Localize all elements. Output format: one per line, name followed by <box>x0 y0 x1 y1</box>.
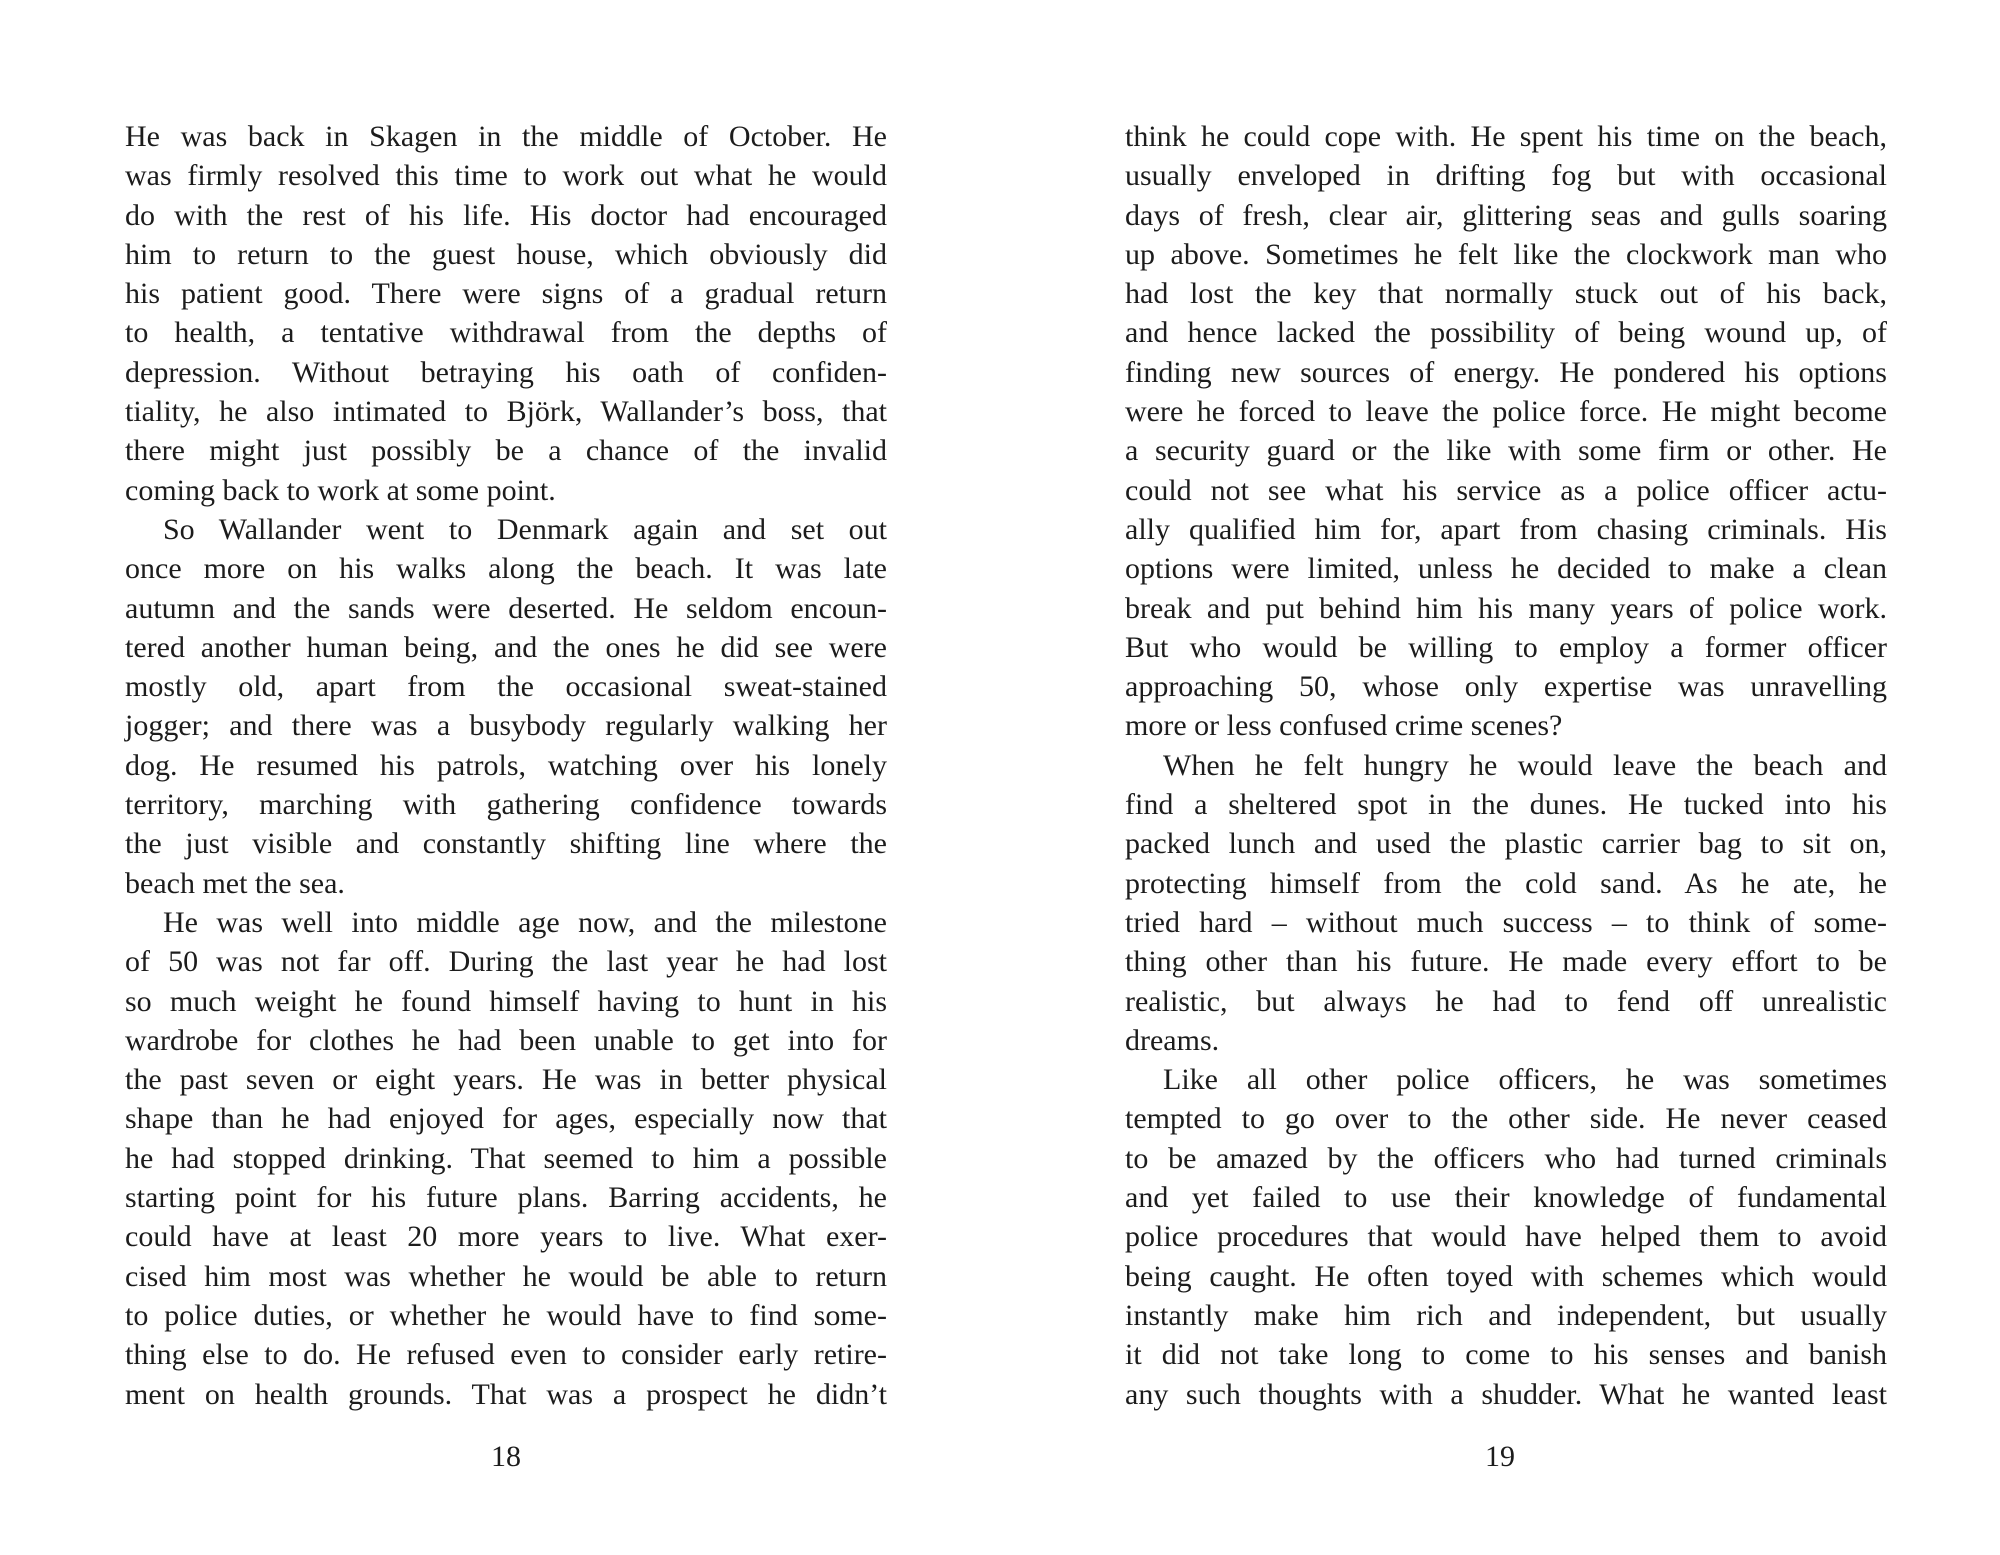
text-line: usually enveloped in drifting fog but with occasional <box>1125 159 1887 193</box>
text-line: Like all other police officers, he was sometimes <box>1163 1063 1887 1097</box>
text-line: autumn and the sands were deserted. He seldom encoun- <box>125 591 887 625</box>
text-line: He was back in Skagen in the middle of October. He <box>125 120 887 153</box>
text-line: starting point for his future plans. Barring accidents, he <box>125 1181 887 1215</box>
text-line: dog. He resumed his patrols, watching over his lonely <box>125 748 887 782</box>
text-line: instantly make him rich and independent, but usually <box>1125 1298 1887 1332</box>
text-line: shape than he had enjoyed for ages, especially now that <box>125 1102 887 1136</box>
text-line: When he felt hungry he would leave the beach and <box>1163 748 1887 782</box>
text-line: protecting himself from the cold sand. As he ate, he <box>1125 866 1887 900</box>
text-line: so much weight he found himself having to hunt in his <box>125 984 887 1018</box>
text-line: He was well into middle age now, and the milestone <box>163 905 887 939</box>
text-line: the past seven or eight years. He was in better physical <box>125 1063 887 1097</box>
text-line: dreams. <box>1125 1023 1220 1057</box>
text-line: to health, a tentative withdrawal from the depths of <box>125 316 887 350</box>
text-line: police procedures that would have helped them to avoid <box>1125 1220 1887 1254</box>
text-line: break and put behind him his many years of police work. <box>1125 591 1887 625</box>
text-line: depression. Without betraying his oath of confiden- <box>125 355 887 389</box>
text-line: he had stopped drinking. That seemed to him a possible <box>125 1141 887 1175</box>
text-line: could not see what his service as a police officer actu- <box>1125 473 1887 507</box>
text-line: once more on his walks along the beach. It was late <box>125 552 887 586</box>
text-line: mostly old, apart from the occasional sweat-stained <box>125 670 887 704</box>
text-line: options were limited, unless he decided to make a clean <box>1125 552 1887 586</box>
text-line: to police duties, or whether he would have to find some- <box>125 1298 887 1332</box>
text-line: wardrobe for clothes he had been unable to get into for <box>125 1023 887 1057</box>
text-line: thing other than his future. He made every effort to be <box>1125 945 1887 979</box>
page-number: 18 <box>491 1440 521 1473</box>
text-line: had lost the key that normally stuck out of his back, <box>1125 277 1887 311</box>
text-line: cised him most was whether he would be able to return <box>125 1259 887 1293</box>
text-line: the just visible and constantly shifting line where the <box>125 827 887 861</box>
page-number: 19 <box>1485 1440 1515 1473</box>
text-line: there might just possibly be a chance of the invalid <box>125 434 887 468</box>
text-line: to be amazed by the officers who had turned criminals <box>1125 1141 1887 1175</box>
text-line: thing else to do. He refused even to consider early retire- <box>125 1338 887 1372</box>
text-line: and yet failed to use their knowledge of fundamental <box>1125 1181 1887 1215</box>
text-line: days of fresh, clear air, glittering seas and gulls soaring <box>1125 198 1887 232</box>
text-line: do with the rest of his life. His doctor had encouraged <box>125 198 887 232</box>
text-line: being caught. He often toyed with schemes which would <box>1125 1259 1887 1293</box>
text-line: ally qualified him for, apart from chasing criminals. His <box>1125 512 1887 546</box>
text-line: jogger; and there was a busybody regularly walking her <box>125 709 887 743</box>
text-line: think he could cope with. He spent his time on the beach, <box>1125 120 1887 153</box>
text-line: tried hard – without much success – to think of some- <box>1125 905 1887 939</box>
text-line: So Wallander went to Denmark again and set out <box>163 512 887 546</box>
left-page-text <box>125 117 887 1414</box>
text-line: beach met the sea. <box>125 866 345 900</box>
text-line: him to return to the guest house, which obviously did <box>125 237 887 271</box>
text-line: more or less confused crime scenes? <box>1125 709 1563 743</box>
text-line: packed lunch and used the plastic carrier bag to sit on, <box>1125 827 1887 861</box>
text-line: any such thoughts with a shudder. What he wanted least <box>1125 1377 1887 1411</box>
text-line: realistic, but always he had to fend off unrealistic <box>1125 984 1887 1018</box>
text-line: his patient good. There were signs of a gradual return <box>125 277 887 311</box>
text-line: tered another human being, and the ones he did see were <box>125 630 887 664</box>
text-line: find a sheltered spot in the dunes. He tucked into his <box>1125 788 1887 822</box>
text-line: territory, marching with gathering confidence towards <box>125 788 887 822</box>
text-line: a security guard or the like with some firm or other. He <box>1125 434 1887 468</box>
text-line: finding new sources of energy. He pondered his options <box>1125 355 1887 389</box>
text-line: ment on health grounds. That was a prospect he didn’t <box>125 1377 887 1411</box>
text-line: approaching 50, whose only expertise was unravelling <box>1125 670 1887 704</box>
text-line: But who would be willing to employ a former officer <box>1125 630 1887 664</box>
text-line: it did not take long to come to his senses and banish <box>1125 1338 1887 1372</box>
text-line: of 50 was not far off. During the last year he had lost <box>125 945 887 979</box>
text-line: were he forced to leave the police force. He might become <box>1125 395 1887 429</box>
text-line: was firmly resolved this time to work out what he would <box>125 159 887 193</box>
text-line: and hence lacked the possibility of being wound up, of <box>1125 316 1887 350</box>
text-line: up above. Sometimes he felt like the clockwork man who <box>1125 237 1887 271</box>
text-line: tempted to go over to the other side. He never ceased <box>1125 1102 1887 1136</box>
right-page <box>1000 0 2000 1555</box>
right-page-text <box>1125 117 1887 1414</box>
text-line: coming back to work at some point. <box>125 473 556 507</box>
text-line: tiality, he also intimated to Björk, Wallander’s boss, that <box>125 395 887 429</box>
text-line: could have at least 20 more years to live. What exer- <box>125 1220 887 1254</box>
